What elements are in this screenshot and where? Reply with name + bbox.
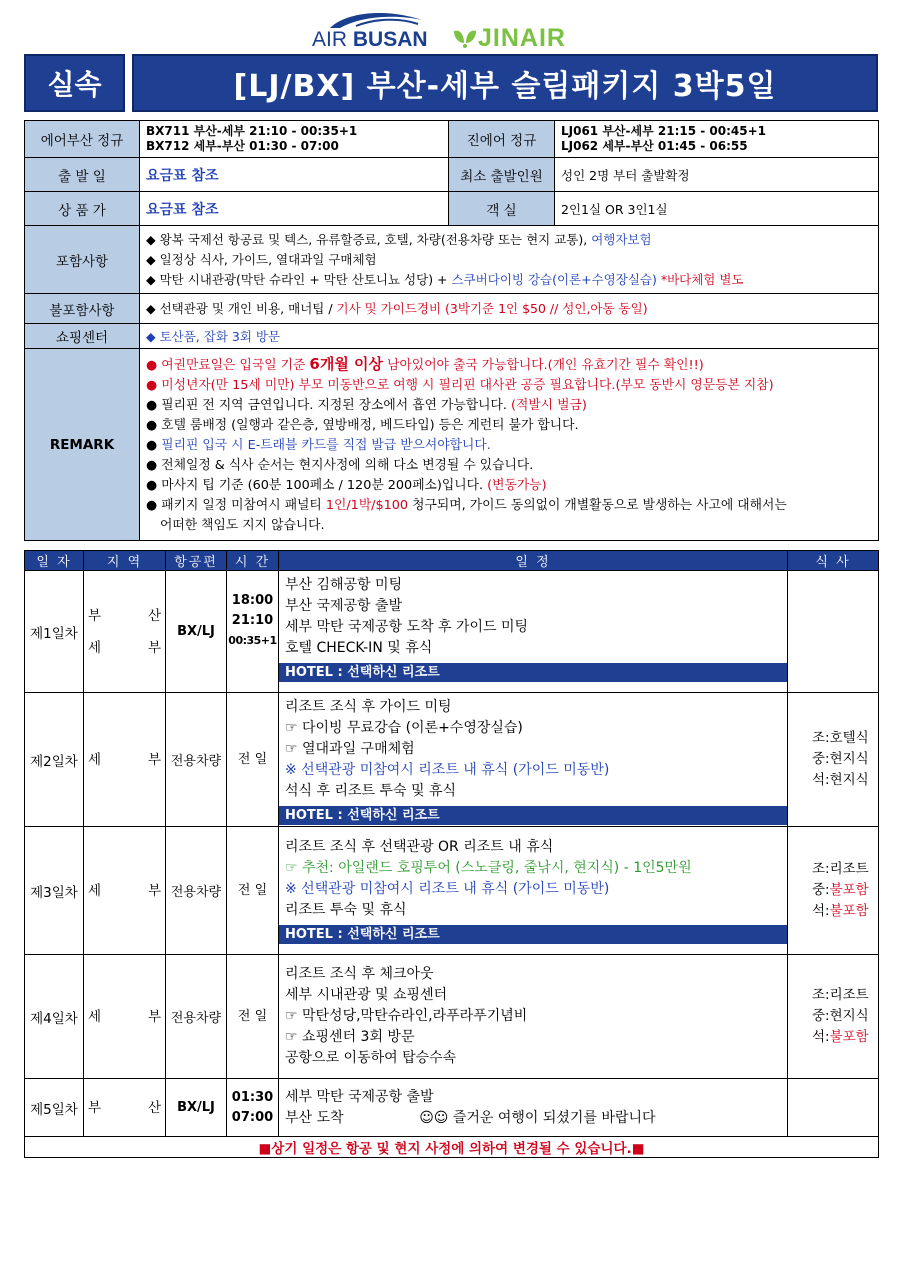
itinerary-item: 리조트 투숙 및 휴식 <box>285 902 407 918</box>
included-item-note: *바다체험 별도 <box>656 271 744 287</box>
jinair-logo <box>452 24 566 52</box>
times: 01:30 07:00 <box>227 1079 279 1137</box>
remark-item: ● 마사지 팁 기준 (60분 100페소 / 120분 200페소)입니다. (변동가능) <box>146 477 547 493</box>
itinerary-item: ※ 선택관광 미참여시 리조트 내 휴식 (가이드 미동반) <box>285 762 610 778</box>
page-title: [LJ/BX] 부산-세부 슬림패키지 3박5일 <box>132 54 878 112</box>
departure-value: 요금표 참조 <box>140 158 449 192</box>
min-pax-value: 성인 2명 부터 출발확정 <box>555 158 879 192</box>
itinerary-item: ☞ 쇼핑센터 3회 방문 <box>285 1029 415 1045</box>
min-pax-label: 최소 출발인원 <box>449 158 555 192</box>
departure-row <box>25 158 879 192</box>
itinerary-item: 호텔 CHECK-IN 및 휴식 <box>285 640 433 656</box>
flight: 전용차량 <box>166 827 227 955</box>
remark-item: ● 필리핀 전 지역 금연입니다. 지정된 장소에서 흡연 가능합니다. (적발시 벌금) <box>146 397 587 413</box>
flight: 전용차량 <box>166 955 227 1079</box>
hotel-bar: HOTEL : 선택하신 리조트 <box>279 806 787 825</box>
jinair-flight-out: LJ061 부산-세부 21:15 - 00:45+1 <box>561 124 766 138</box>
day-label: 제5일차 <box>25 1079 84 1137</box>
meals: 조:호텔식 중:현지식 석:현지식 <box>788 693 879 827</box>
meals: 조:리조트 중:현지식 석:불포함 <box>788 955 879 1079</box>
day-row <box>25 693 879 827</box>
itinerary-item: ☞ 다이빙 무료강습 (이론+수영장실습) <box>285 720 523 736</box>
itinerary-item: 석식 후 리조트 투숙 및 휴식 <box>285 783 457 799</box>
remark-item: ● 전체일정 & 식사 순서는 현지사정에 의해 다소 변경될 수 있습니다. <box>146 457 534 473</box>
included-item: ◆ 왕복 국제선 항공료 및 텍스, 유류할증료, 호텔, 차량(전용차량 또는 현지 교통), <box>146 231 592 247</box>
times: 전 일 <box>227 693 279 827</box>
included-label: 포함사항 <box>25 226 140 294</box>
excluded-label: 불포함사항 <box>25 294 140 324</box>
itinerary-item: 세부 막탄 국제공항 출발 <box>285 1088 434 1105</box>
jinair-label: 진에어 정규 <box>449 121 555 158</box>
included-item-highlight: 스쿠버다이빙 강습(이론+수영장실습) <box>451 271 657 287</box>
included-row <box>25 226 879 294</box>
itinerary-item: 부산 국제공항 출발 <box>285 598 403 614</box>
day-row <box>25 571 879 693</box>
region: 세 부 <box>84 693 166 827</box>
remark-item: ● 미성년자(만 15세 미만) 부모 미동반으로 여행 시 필리핀 대사관 공증 필요합니다.(부모 동반시 영문등본 지참) <box>146 377 774 393</box>
remark-item: 어떠한 책임도 지지 않습니다. <box>160 517 325 533</box>
remark-item: ● 필리핀 입국 시 E-트래블 카드를 직접 발급 받으셔야합니다. <box>146 437 491 453</box>
air-busan-text: AIR BUSAN <box>312 28 428 51</box>
day-row <box>25 1079 879 1137</box>
col-flight: 항공편 <box>166 551 227 571</box>
header-tag: 실속 <box>24 54 125 112</box>
meals <box>788 571 879 693</box>
itinerary-item: ☞ 추천: 아일랜드 호핑투어 (스노클링, 줄낚시, 현지식) - 1인5만원 <box>285 860 692 876</box>
air-busan-logo <box>312 10 440 52</box>
flight: BX/LJ <box>166 1079 227 1137</box>
itinerary-item: ※ 선택관광 미참여시 리조트 내 휴식 (가이드 미동반) <box>285 881 610 897</box>
price-value: 요금표 참조 <box>140 192 449 226</box>
included-item-highlight: 여행자보험 <box>591 231 652 247</box>
excluded-value <box>140 294 879 324</box>
included-list <box>140 226 879 294</box>
col-day: 일 자 <box>25 551 84 571</box>
col-region: 지 역 <box>84 551 166 571</box>
region: 부 산 <box>84 1079 166 1137</box>
region: 세 부 <box>84 955 166 1079</box>
jinair-flights <box>555 121 879 158</box>
departure-label: 출 발 일 <box>25 158 140 192</box>
hotel-bar: HOTEL : 선택하신 리조트 <box>279 925 787 944</box>
itinerary <box>279 1079 788 1137</box>
col-meals: 식 사 <box>788 551 879 571</box>
remark-row <box>25 349 879 541</box>
itinerary <box>279 571 788 693</box>
airbusan-flight-return: BX712 세부-부산 01:30 - 07:00 <box>146 139 339 153</box>
remark-item: ● 여권만료일은 입국일 기준 6개월 이상 남아있어야 출국 가능합니다.(개인 유효기간 필수 확인!!) <box>146 354 704 373</box>
remark-item: ● 호텔 룸배정 (일행과 같은층, 옆방배정, 베드타입) 등은 게런티 불가 합니다. <box>146 417 579 433</box>
room-value: 2인1실 OR 3인1실 <box>555 192 879 226</box>
itinerary-item: 부산 도착 ☺☺ 즐거운 여행이 되셨기를 바랍니다 <box>285 1109 656 1126</box>
itinerary-item: 부산 김해공항 미팅 <box>285 577 403 593</box>
remark-label: REMARK <box>25 349 140 541</box>
jinair-leaf-icon <box>452 27 478 49</box>
flight-row <box>25 121 879 158</box>
itinerary-item: ☞ 막탄성당,막탄슈라인,라푸라푸기념비 <box>285 1008 528 1024</box>
schedule-footer-note: ■상기 일정은 항공 및 현지 사정에 의하여 변경될 수 있습니다.■ <box>25 1137 879 1158</box>
col-itinerary: 일 정 <box>279 551 788 571</box>
col-time: 시 간 <box>227 551 279 571</box>
included-item: ◆ 막탄 시내관광(막탄 슈라인 + 막탄 산토니뇨 성당) + <box>146 271 452 287</box>
day-label: 제4일차 <box>25 955 84 1079</box>
itinerary-item: 세부 시내관광 및 쇼핑센터 <box>285 987 448 1003</box>
itinerary-item: 리조트 조식 후 체크아웃 <box>285 966 434 982</box>
price-row <box>25 192 879 226</box>
flight: 전용차량 <box>166 693 227 827</box>
schedule-header <box>25 551 879 571</box>
flight: BX/LJ <box>166 571 227 693</box>
excluded-highlight: 기사 및 가이드경비 (3박기준 1인 $50 // 성인,아동 동일) <box>336 300 648 316</box>
airbusan-flights <box>140 121 449 158</box>
excluded-text: ◆ 선택관광 및 개인 비용, 매너팁 / <box>146 300 337 316</box>
shopping-row <box>25 324 879 349</box>
itinerary <box>279 955 788 1079</box>
times: 전 일 <box>227 955 279 1079</box>
meals: 조:리조트 중:불포함 석:불포함 <box>788 827 879 955</box>
itinerary-item: 공항으로 이동하여 탑승수속 <box>285 1050 457 1066</box>
included-item: ◆ 일정상 식사, 가이드, 열대과일 구매체험 <box>146 251 377 267</box>
itinerary-item: 리조트 조식 후 선택관광 OR 리조트 내 휴식 <box>285 839 554 855</box>
itinerary-item: ☞ 열대과일 구매체험 <box>285 741 415 757</box>
airbusan-flight-out: BX711 부산-세부 21:10 - 00:35+1 <box>146 124 358 138</box>
region: 세 부 <box>84 827 166 955</box>
day-label: 제3일차 <box>25 827 84 955</box>
day-label: 제1일차 <box>25 571 84 693</box>
info-table <box>24 120 879 541</box>
hotel-bar: HOTEL : 선택하신 리조트 <box>279 663 787 682</box>
itinerary-item: 세부 막탄 국제공항 도착 후 가이드 미팅 <box>285 619 529 635</box>
times: 18:00 21:10 00:35+1 <box>227 571 279 693</box>
jinair-text: JINAIR <box>478 23 566 52</box>
airbusan-label: 에어부산 정규 <box>25 121 140 158</box>
price-label: 상 품 가 <box>25 192 140 226</box>
airline-logos <box>0 6 905 52</box>
region: 부 산 세 부 <box>84 571 166 693</box>
shopping-label: 쇼핑센터 <box>25 324 140 349</box>
remark-item: ● 패키지 일정 미참여시 패널티 1인/1박/$100 청구되며, 가이드 동의없이 개별활동으로 발생하는 사고에 대해서는 <box>146 497 787 513</box>
schedule-table <box>24 550 879 1158</box>
day-row <box>25 955 879 1079</box>
excluded-row <box>25 294 879 324</box>
remark-list <box>140 349 879 541</box>
day-label: 제2일차 <box>25 693 84 827</box>
itinerary <box>279 693 788 827</box>
day-row <box>25 827 879 955</box>
meals <box>788 1079 879 1137</box>
schedule-footer-row <box>25 1137 879 1158</box>
jinair-flight-return: LJ062 세부-부산 01:45 - 06:55 <box>561 139 748 153</box>
itinerary <box>279 827 788 955</box>
room-label: 객 실 <box>449 192 555 226</box>
itinerary-item: 리조트 조식 후 가이드 미팅 <box>285 699 452 715</box>
times: 전 일 <box>227 827 279 955</box>
shopping-value: ◆ 토산품, 잡화 3회 방문 <box>140 324 879 349</box>
